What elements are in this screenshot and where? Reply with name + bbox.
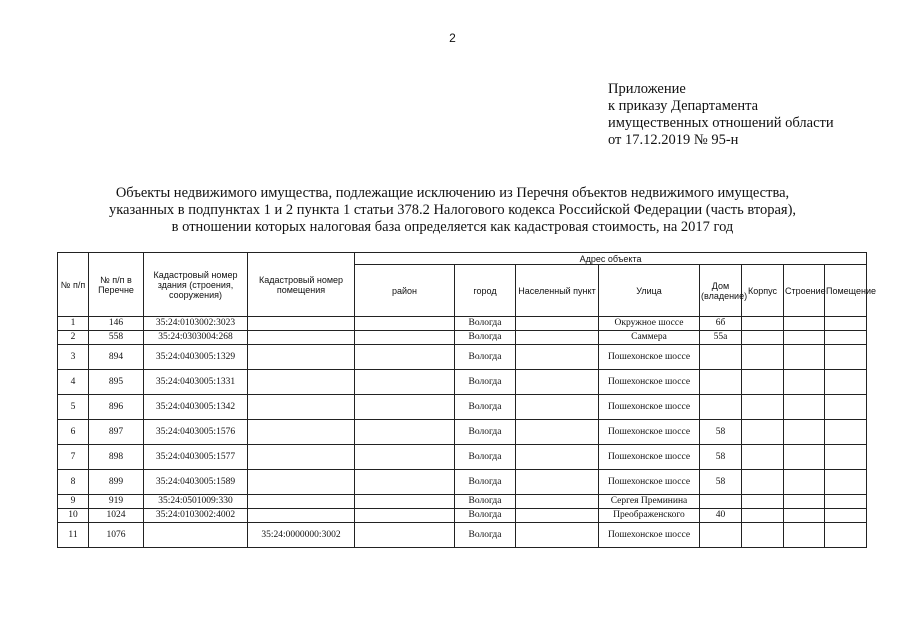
cell-room-cad (248, 331, 355, 345)
cell-num: 3 (58, 345, 89, 370)
cell-premises (825, 495, 867, 509)
cell-locality (516, 495, 599, 509)
cell-list-num: 1024 (89, 509, 144, 523)
cell-structure (784, 395, 825, 420)
cell-city: Вологда (455, 445, 516, 470)
cell-house (700, 345, 742, 370)
title-line: Объекты недвижимого имущества, подлежащие исключению из Перечня объектов недвижимого имущества, (115, 185, 790, 201)
cell-building-cad: 35:24:0403005:1331 (144, 370, 248, 395)
cell-building-cad: 35:24:0103002:4002 (144, 509, 248, 523)
cell-district (355, 331, 455, 345)
document-title (0, 185, 905, 236)
cell-district (355, 345, 455, 370)
cell-locality (516, 395, 599, 420)
cell-district (355, 420, 455, 445)
cell-premises (825, 470, 867, 495)
table-row (58, 317, 867, 331)
cell-city: Вологда (455, 509, 516, 523)
cell-street: Саммера (599, 331, 700, 345)
header-street: Улица (599, 265, 700, 317)
table-row (58, 523, 867, 548)
cell-house: 55а (700, 331, 742, 345)
cell-num: 1 (58, 317, 89, 331)
cell-list-num: 896 (89, 395, 144, 420)
cell-district (355, 495, 455, 509)
header-district: район (355, 265, 455, 317)
cell-street: Преображенского (599, 509, 700, 523)
cell-house: 58 (700, 445, 742, 470)
cell-room-cad (248, 495, 355, 509)
cell-city: Вологда (455, 317, 516, 331)
header-building-cad: Кадастровый номер здания (строения, сооружения) (144, 253, 248, 317)
table-row (58, 345, 867, 370)
cell-house (700, 395, 742, 420)
cell-block (742, 331, 784, 345)
appendix-line: имущественных отношений области (608, 115, 834, 131)
cell-block (742, 509, 784, 523)
cell-locality (516, 523, 599, 548)
cell-street: Пошехонское шоссе (599, 420, 700, 445)
cell-locality (516, 509, 599, 523)
table-row (58, 470, 867, 495)
header-block: Корпус (742, 265, 784, 317)
cell-structure (784, 445, 825, 470)
cell-num: 7 (58, 445, 89, 470)
cell-block (742, 420, 784, 445)
cell-district (355, 523, 455, 548)
cell-building-cad: 35:24:0403005:1342 (144, 395, 248, 420)
cell-street: Пошехонское шоссе (599, 470, 700, 495)
cell-structure (784, 370, 825, 395)
cell-room-cad (248, 317, 355, 331)
cell-locality (516, 317, 599, 331)
cell-block (742, 345, 784, 370)
cell-list-num: 146 (89, 317, 144, 331)
cell-district (355, 370, 455, 395)
cell-city: Вологда (455, 470, 516, 495)
cell-structure (784, 523, 825, 548)
cell-street: Сергея Преминина (599, 495, 700, 509)
cell-premises (825, 331, 867, 345)
cell-locality (516, 420, 599, 445)
cell-house: 58 (700, 470, 742, 495)
cell-list-num: 899 (89, 470, 144, 495)
appendix-line: от 17.12.2019 № 95-н (608, 132, 739, 148)
cell-house: 40 (700, 509, 742, 523)
cell-building-cad: 35:24:0103002:3023 (144, 317, 248, 331)
cell-list-num: 895 (89, 370, 144, 395)
cell-structure (784, 317, 825, 331)
cell-num: 5 (58, 395, 89, 420)
cell-street: Пошехонское шоссе (599, 445, 700, 470)
cell-district (355, 395, 455, 420)
cell-structure (784, 470, 825, 495)
cell-city: Вологда (455, 370, 516, 395)
cell-num: 6 (58, 420, 89, 445)
cell-list-num: 1076 (89, 523, 144, 548)
cell-block (742, 495, 784, 509)
cell-district (355, 470, 455, 495)
table-row (58, 420, 867, 445)
cell-num: 2 (58, 331, 89, 345)
cell-district (355, 445, 455, 470)
cell-num: 4 (58, 370, 89, 395)
cell-list-num: 919 (89, 495, 144, 509)
cell-room-cad (248, 395, 355, 420)
cell-locality (516, 445, 599, 470)
cell-building-cad: 35:24:0501009:330 (144, 495, 248, 509)
cell-building-cad (144, 523, 248, 548)
cell-house (700, 370, 742, 395)
cell-room-cad (248, 345, 355, 370)
cell-room-cad (248, 445, 355, 470)
table-row (58, 509, 867, 523)
cell-structure (784, 345, 825, 370)
appendix-line: к приказу Департамента (608, 98, 759, 114)
cell-building-cad: 35:24:0303004:268 (144, 331, 248, 345)
header-house: Дом (владение) (700, 265, 742, 317)
table-row (58, 395, 867, 420)
header-locality: Населенный пункт (516, 265, 599, 317)
cell-list-num: 894 (89, 345, 144, 370)
cell-street: Пошехонское шоссе (599, 395, 700, 420)
cell-room-cad (248, 470, 355, 495)
cell-premises (825, 317, 867, 331)
cell-premises (825, 509, 867, 523)
cell-structure (784, 495, 825, 509)
cell-street: Пошехонское шоссе (599, 345, 700, 370)
cell-street: Пошехонское шоссе (599, 523, 700, 548)
header-num: № п/п (58, 253, 89, 317)
cell-room-cad (248, 509, 355, 523)
cell-locality (516, 370, 599, 395)
cell-premises (825, 395, 867, 420)
cell-list-num: 558 (89, 331, 144, 345)
cell-city: Вологда (455, 345, 516, 370)
cell-city: Вологда (455, 420, 516, 445)
cell-num: 8 (58, 470, 89, 495)
cell-room-cad: 35:24:0000000:3002 (248, 523, 355, 548)
cell-num: 10 (58, 509, 89, 523)
cell-building-cad: 35:24:0403005:1577 (144, 445, 248, 470)
cell-building-cad: 35:24:0403005:1589 (144, 470, 248, 495)
table-row (58, 495, 867, 509)
cell-house: 58 (700, 420, 742, 445)
header-list-num: № п/п в Перечне (89, 253, 144, 317)
header-premises: Помещение (825, 265, 867, 317)
table-row (58, 370, 867, 395)
cell-list-num: 898 (89, 445, 144, 470)
table-row (58, 331, 867, 345)
header-room-cad: Кадастровый номер помещения (248, 253, 355, 317)
cell-locality (516, 470, 599, 495)
cell-street: Окружное шоссе (599, 317, 700, 331)
page-number: 2 (449, 31, 456, 45)
table-row (58, 445, 867, 470)
cell-room-cad (248, 420, 355, 445)
cell-room-cad (248, 370, 355, 395)
cell-house: 6б (700, 317, 742, 331)
cell-block (742, 470, 784, 495)
appendix-block (608, 81, 834, 149)
cell-structure (784, 509, 825, 523)
cell-block (742, 445, 784, 470)
cell-premises (825, 370, 867, 395)
cell-structure (784, 331, 825, 345)
cell-district (355, 509, 455, 523)
header-structure: Строение (784, 265, 825, 317)
cell-block (742, 317, 784, 331)
cell-district (355, 317, 455, 331)
cell-block (742, 523, 784, 548)
cell-building-cad: 35:24:0403005:1576 (144, 420, 248, 445)
cell-num: 11 (58, 523, 89, 548)
cell-premises (825, 345, 867, 370)
cell-list-num: 897 (89, 420, 144, 445)
appendix-line: Приложение (608, 81, 686, 97)
cell-city: Вологда (455, 331, 516, 345)
title-line: в отношении которых налоговая база определяется как кадастровая стоимость, на 2017 год (171, 219, 734, 235)
cell-locality (516, 345, 599, 370)
header-address-group: Адрес объекта (355, 253, 867, 265)
cell-city: Вологда (455, 523, 516, 548)
cell-premises (825, 445, 867, 470)
cell-city: Вологда (455, 395, 516, 420)
cell-block (742, 370, 784, 395)
cell-premises (825, 420, 867, 445)
cell-building-cad: 35:24:0403005:1329 (144, 345, 248, 370)
cell-structure (784, 420, 825, 445)
cell-house (700, 495, 742, 509)
cell-locality (516, 331, 599, 345)
cell-street: Пошехонское шоссе (599, 370, 700, 395)
cell-num: 9 (58, 495, 89, 509)
title-line: указанных в подпунктах 1 и 2 пункта 1 статьи 378.2 Налогового кодекса Российской Федерации (часть вторая), (108, 202, 797, 218)
cell-house (700, 523, 742, 548)
cell-city: Вологда (455, 495, 516, 509)
table-body (58, 317, 867, 548)
objects-table (57, 252, 876, 548)
header-city: город (455, 265, 516, 317)
cell-premises (825, 523, 867, 548)
cell-block (742, 395, 784, 420)
